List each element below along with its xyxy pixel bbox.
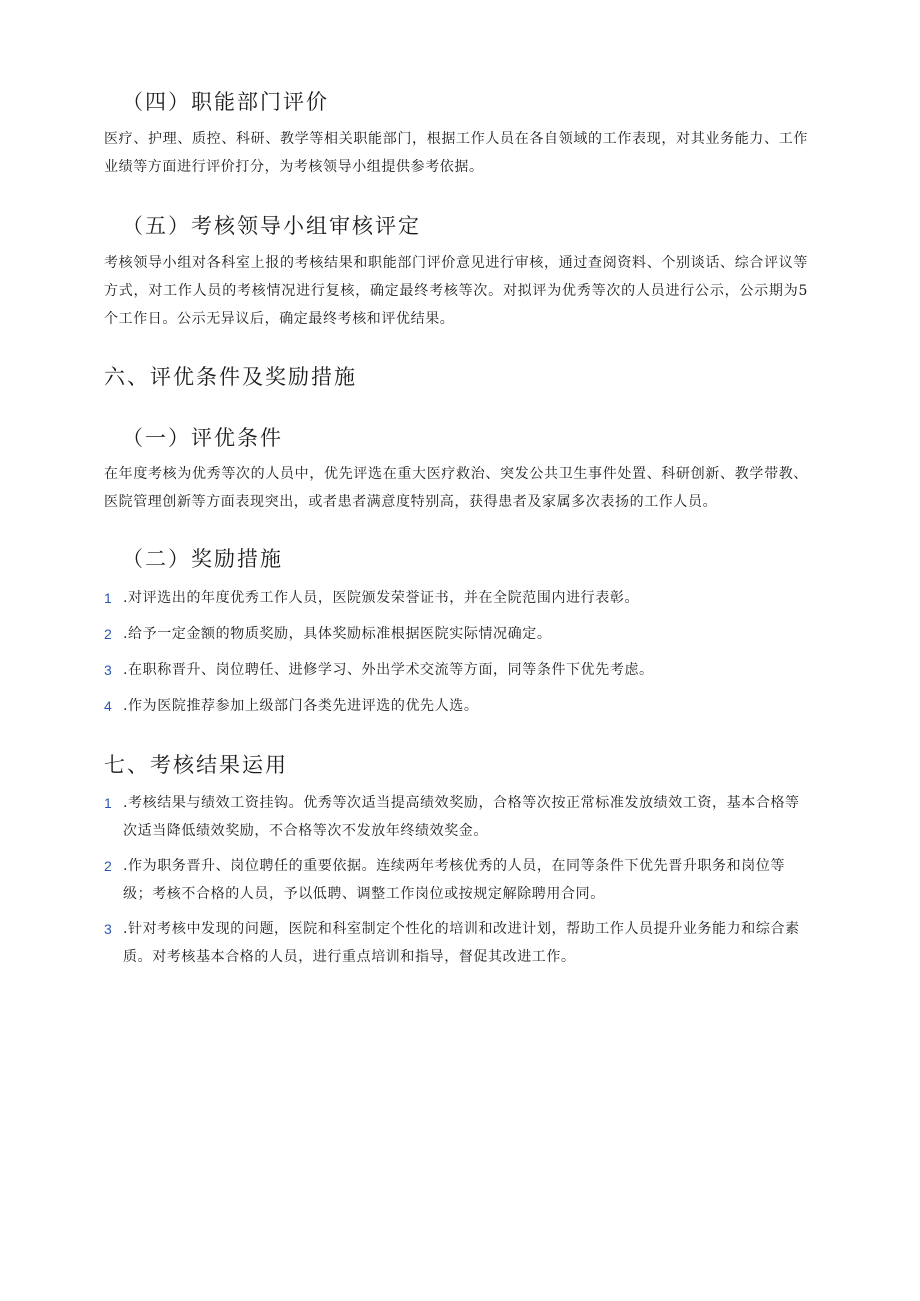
reward-item-3 <box>104 656 804 684</box>
chapter-6-sub-2-heading: （二）奖励措施 <box>122 547 283 571</box>
list-number: 3 <box>104 662 113 678</box>
section-4-heading: （四）职能部门评价 <box>122 90 329 114</box>
chapter-7-heading: 七、考核结果运用 <box>104 753 288 777</box>
list-item-text: .针对考核中发现的问题，医院和科室制定个性化的培训和改进计划，帮助工作人员提升业务能力和综合素质。对考核基本合格的人员，进行重点培训和指导，督促其改进工作。 <box>123 921 800 965</box>
section-5-paragraph: 考核领导小组对各科室上报的考核结果和职能部门评价意见进行审核，通过查阅资料、个别谈话、综合评议等方式，对工作人员的考核情况进行复核，确定最终考核等次。对拟评为优秀等次的人员进行公示，公示期为5个工作日。公示无异议后，确定最终考核和评优结果。 <box>104 255 808 327</box>
list-item-text: .作为职务晋升、岗位聘任的重要依据。连续两年考核优秀的人员，在同等条件下优先晋升职务和岗位等级；考核不合格的人员，予以低聘、调整工作岗位或按规定解除聘用合同。 <box>123 858 786 902</box>
list-number: 2 <box>104 626 113 642</box>
result-use-item-1 <box>104 789 804 845</box>
reward-item-1 <box>104 584 804 612</box>
result-use-item-3 <box>104 915 804 971</box>
list-item-text: .作为医院推荐参加上级部门各类先进评选的优先人选。 <box>123 698 479 714</box>
chapter-6-sub-1-paragraph: 在年度考核为优秀等次的人员中，优先评选在重大医疗救治、突发公共卫生事件处置、科研创新、教学带教、医院管理创新等方面表现突出，或者患者满意度特别高，获得患者及家属多次表扬的工作人员。 <box>104 466 808 510</box>
list-item-text: .考核结果与绩效工资挂钩。优秀等次适当提高绩效奖励，合格等次按正常标准发放绩效工资，基本合格等次适当降低绩效奖励，不合格等次不发放年终绩效奖金。 <box>123 795 800 839</box>
list-number: 1 <box>104 795 113 811</box>
chapter-6-heading: 六、评优条件及奖励措施 <box>104 365 357 389</box>
list-number: 4 <box>104 698 113 714</box>
reward-item-4 <box>104 692 804 720</box>
list-item-text: .对评选出的年度优秀工作人员，医院颁发荣誉证书，并在全院范围内进行表彰。 <box>123 590 640 606</box>
list-number: 2 <box>104 858 113 874</box>
chapter-6-sub-1-heading: （一）评优条件 <box>122 426 283 450</box>
section-5-heading: （五）考核领导小组审核评定 <box>122 214 421 238</box>
list-number: 1 <box>104 590 113 606</box>
list-number: 3 <box>104 921 113 937</box>
reward-item-2 <box>104 620 804 648</box>
list-item-text: .给予一定金额的物质奖励，具体奖励标准根据医院实际情况确定。 <box>123 626 552 642</box>
section-4-paragraph: 医疗、护理、质控、科研、教学等相关职能部门，根据工作人员在各自领域的工作表现，对其业务能力、工作业绩等方面进行评价打分，为考核领导小组提供参考依据。 <box>104 131 808 175</box>
result-use-item-2 <box>104 852 804 908</box>
list-item-text: .在职称晋升、岗位聘任、进修学习、外出学术交流等方面，同等条件下优先考虑。 <box>123 662 654 678</box>
